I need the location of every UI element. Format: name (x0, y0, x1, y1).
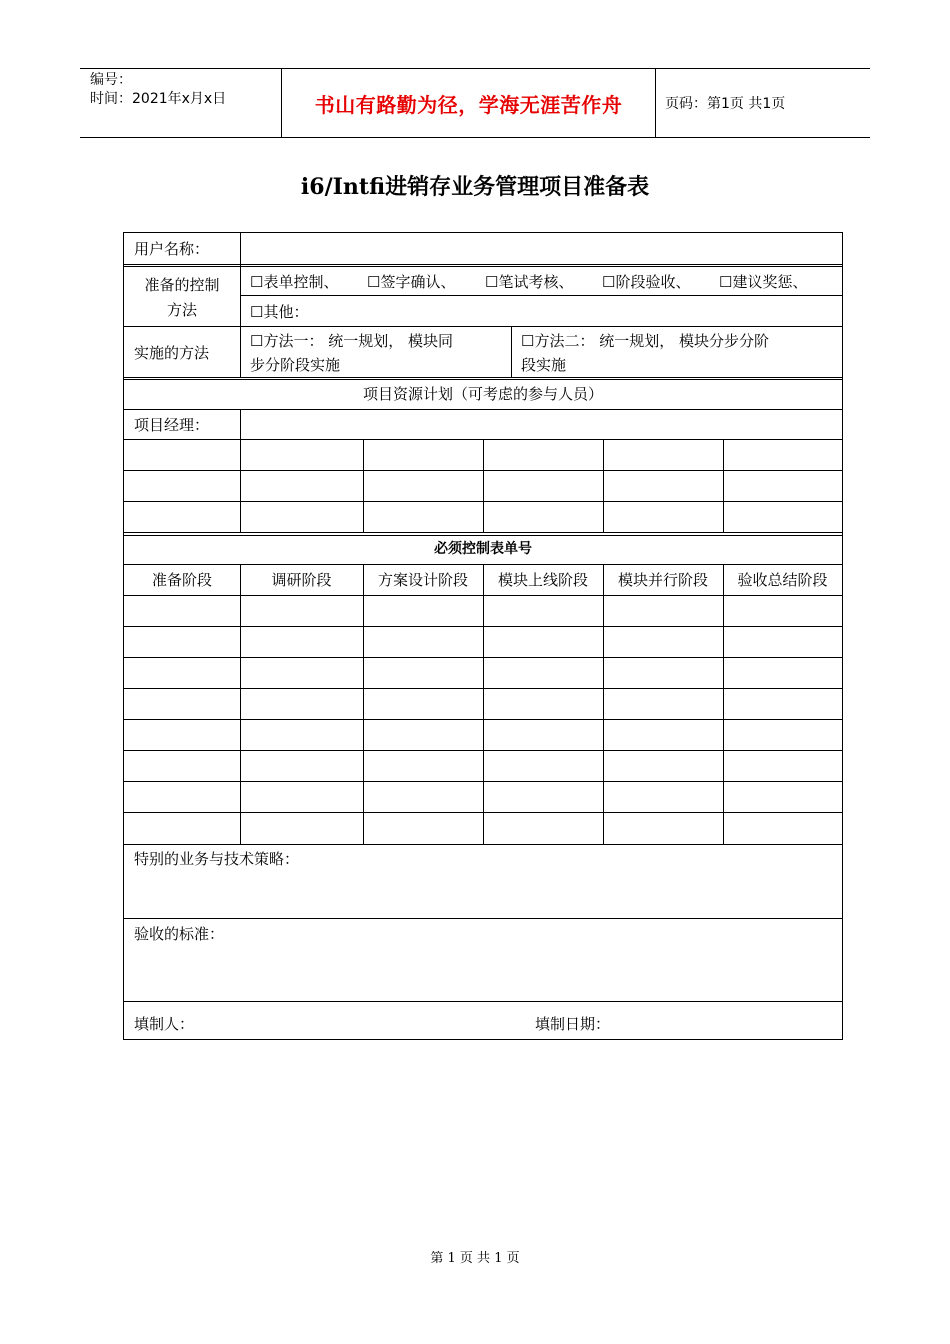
col-divider (240, 233, 241, 377)
number-label: 编号： (90, 72, 132, 88)
header-page-info: 页码：第1页 共1页 (665, 96, 786, 112)
fill-date-label: 填制日期： (535, 1015, 611, 1033)
method-two-option[interactable]: ☐方法二： 统一规划， 模块分步分阶 (521, 332, 769, 350)
row-divider (124, 532, 842, 533)
preparation-form (123, 232, 843, 1040)
method-two-option-cont: 段实施 (521, 356, 567, 374)
row-divider (124, 1001, 842, 1002)
row-divider (240, 295, 842, 296)
control-option-form[interactable]: ☐表单控制、 (250, 273, 339, 291)
page-footer: 第 1 页 共 1 页 (430, 1251, 520, 1266)
stage-header-design: 方案设计阶段 (377, 571, 468, 589)
header-meta (80, 69, 281, 137)
stage-header-prepare: 准备阶段 (151, 571, 212, 589)
method-one-option[interactable]: ☐方法一： 统一规划， 模块同 (250, 332, 453, 350)
col-divider (240, 409, 241, 532)
resource-plan-heading: 项目资源计划（可考虑的参与人员） (362, 385, 603, 403)
filled-by-label: 填制人： (134, 1015, 195, 1033)
stage-header-launch: 模块上线阶段 (497, 571, 588, 589)
row-divider (124, 535, 842, 536)
control-option-exam[interactable]: ☐笔试考核、 (485, 273, 574, 291)
control-option-signature[interactable]: ☐签字确认、 (367, 273, 456, 291)
control-method-label: 准备的控制 (144, 276, 220, 294)
col-divider (483, 564, 484, 844)
control-method-label-2: 方法 (166, 301, 197, 319)
impl-method-label: 实施的方法 (134, 344, 210, 362)
row-divider (124, 379, 842, 380)
control-option-stage-acceptance[interactable]: ☐阶段验收、 (602, 273, 691, 291)
project-manager-field[interactable] (242, 411, 840, 438)
col-divider (603, 564, 604, 844)
col-divider (363, 439, 364, 532)
project-manager-label: 项目经理： (134, 416, 210, 434)
row-divider (124, 918, 842, 919)
row-divider (124, 409, 842, 410)
special-strategy-label: 特别的业务与技术策略： (134, 850, 300, 868)
acceptance-standard-label: 验收的标准： (134, 925, 225, 943)
user-name-field[interactable] (242, 235, 840, 263)
row-divider (124, 326, 842, 327)
col-divider (723, 564, 724, 844)
control-option-reward[interactable]: ☐建议奖惩、 (719, 273, 808, 291)
col-divider (363, 564, 364, 844)
row-divider (124, 264, 842, 265)
col-divider (483, 439, 484, 532)
stage-header-parallel: 模块并行阶段 (617, 571, 708, 589)
stage-header-acceptance: 验收总结阶段 (737, 571, 828, 589)
control-option-other[interactable]: ☐其他： (250, 303, 309, 321)
control-forms-heading: 必须控制表单号 (434, 541, 532, 557)
row-divider (124, 266, 842, 267)
document-header (80, 68, 870, 138)
page-title: i6/Intfi进销存业务管理项目准备表 (300, 174, 650, 200)
row-divider (124, 844, 842, 845)
user-name-label: 用户名称： (134, 240, 210, 258)
stage-header-research: 调研阶段 (271, 571, 332, 589)
time-label: 时间：2021年x月x日 (90, 91, 227, 107)
col-divider (240, 564, 241, 844)
method-one-option-cont: 步分阶段实施 (250, 356, 341, 374)
motto-text: 书山有路勤为径，学海无涯苦作舟 (314, 92, 623, 117)
header-motto-cell (281, 69, 656, 137)
col-divider (603, 439, 604, 532)
col-divider (723, 439, 724, 532)
row-divider (124, 377, 842, 378)
col-divider (511, 326, 512, 377)
